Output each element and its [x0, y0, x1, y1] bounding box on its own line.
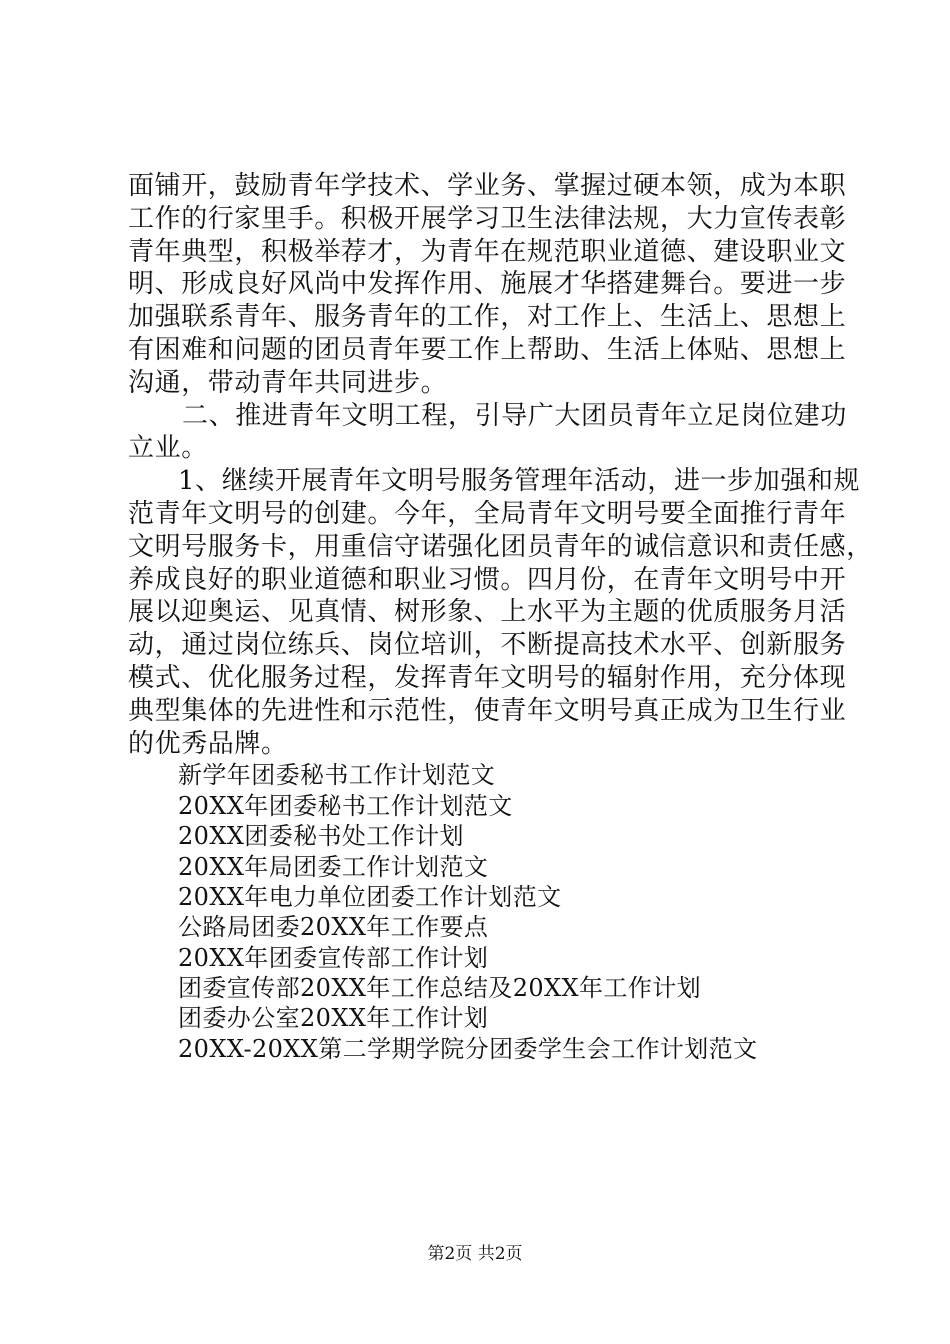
text-line: 明、形成良好风尚中发挥作用、施展才华搭建舞台。要进一步: [128, 269, 847, 300]
text-line: 面铺开，鼓励青年学技术、学业务、掌握过硬本领，成为本职: [128, 171, 847, 201]
text-line: 典型集体的先进性和示范性，使青年文明号真正成为卫生行业: [128, 695, 847, 726]
document-body: [128, 170, 873, 1064]
text-line: 沟通，带动青年共同进步。: [128, 367, 448, 398]
text-line: 二、推进青年文明工程，引导广大团员青年立足岗位建功: [182, 400, 848, 431]
related-link[interactable]: 20XX年团委秘书工作计划范文: [178, 791, 513, 820]
related-link[interactable]: 20XX年局团委工作计划范文: [178, 852, 489, 881]
related-links-list: [128, 760, 840, 1064]
paragraph-2: [128, 400, 848, 466]
text-line: 动，通过岗位练兵、岗位培训，不断提高技术水平、创新服务: [128, 630, 847, 661]
related-link[interactable]: 20XX年团委宣传部工作计划: [178, 943, 489, 972]
text-line: 展以迎奥运、见真情、树形象、上水平为主题的优质服务月活: [128, 597, 847, 628]
paragraph-3: [128, 465, 873, 760]
related-link[interactable]: 团委宣传部20XX年工作总结及20XX年工作计划: [178, 974, 702, 1003]
paragraph-1: [128, 170, 847, 400]
page-number-label: 第2页 共2页: [427, 1244, 523, 1264]
related-link[interactable]: 团委办公室20XX年工作计划: [178, 1004, 489, 1033]
text-line: 青年典型，积极举荐才，为青年在规范职业道德、建设职业文: [128, 236, 847, 267]
text-line: 范青年文明号的创建。今年，全局青年文明号要全面推行青年: [128, 498, 847, 529]
text-line: 工作的行家里手。积极开展学习卫生法律法规，大力宣传表彰: [128, 203, 847, 234]
text-line: 的优秀品牌。: [128, 728, 288, 759]
text-line: 加强联系青年、服务青年的工作，对工作上、生活上、思想上: [128, 302, 847, 333]
text-line: 文明号服务卡，用重信守诺强化团员青年的诚信意识和责任感，: [128, 531, 873, 562]
related-link[interactable]: 20XX年电力单位团委工作计划范文: [178, 882, 562, 911]
page-footer: [0, 1244, 950, 1264]
text-line: 1、继续开展青年文明号服务管理年活动，进一步加强和规: [178, 466, 861, 497]
related-link[interactable]: 20XX-20XX第二学期学院分团委学生会工作计划范文: [178, 1034, 758, 1063]
text-line: 立业。: [128, 433, 208, 464]
text-line: 养成良好的职业道德和职业习惯。四月份，在青年文明号中开: [128, 564, 847, 595]
text-line: 有困难和问题的团员青年要工作上帮助、生活上体贴、思想上: [128, 334, 847, 365]
related-link[interactable]: 公路局团委20XX年工作要点: [178, 913, 489, 942]
text-line: 模式、优化服务过程，发挥青年文明号的辐射作用，充分体现: [128, 662, 847, 693]
related-link[interactable]: 20XX团委秘书处工作计划: [178, 822, 464, 851]
related-link[interactable]: 新学年团委秘书工作计划范文: [178, 761, 496, 790]
